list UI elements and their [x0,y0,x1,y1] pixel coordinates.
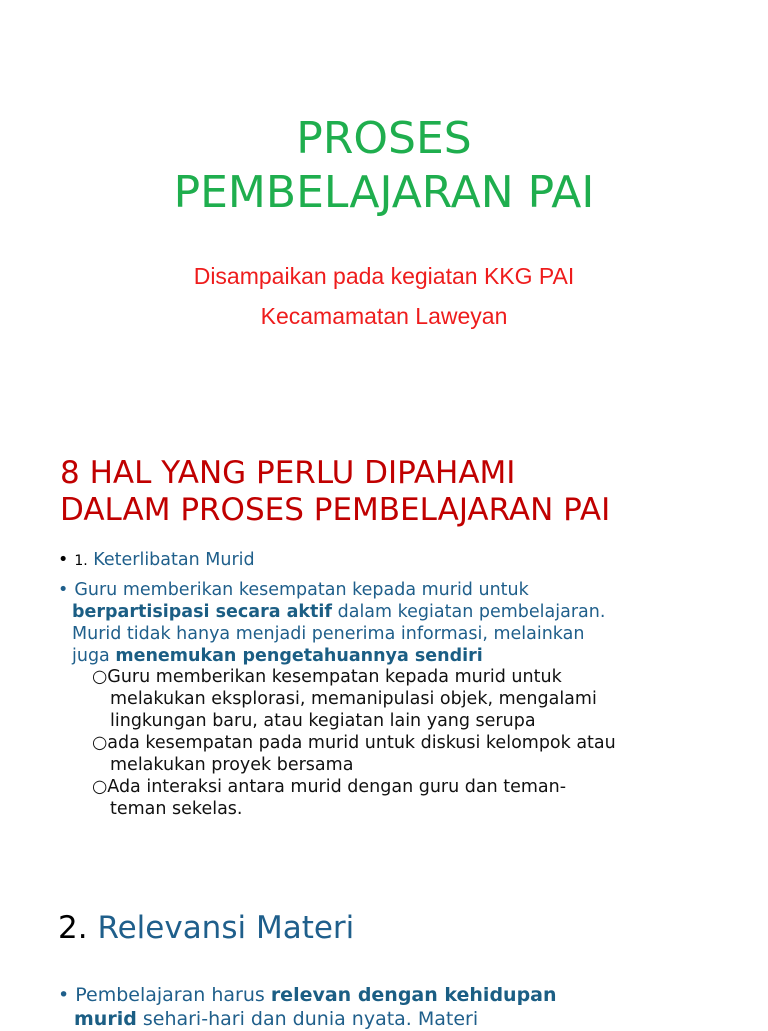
bullet-number: 1. [74,553,88,569]
slide1-title-line1: PROSES [296,113,472,164]
bullet-label: Keterlibatan Murid [93,550,255,570]
para-bold: menemukan pengetahuannya sendiri [115,646,483,666]
list-item [92,666,732,732]
body-paragraph [58,579,718,667]
bullet-marker: • [58,580,69,600]
circle-bullet-icon: ○ [92,733,108,753]
para-text: Pembelajaran harus [75,984,271,1006]
list-item [92,732,732,776]
slide2-title [60,455,760,529]
list-item-text: ada kesempatan pada murid untuk diskusi kelompok atau [107,733,616,753]
slide1-title [0,112,768,220]
para-text: sehari-hari dan dunia nyata. Materi [136,1008,479,1030]
bullet-marker: • [58,550,69,570]
slide1-subtitle [0,256,768,336]
list-item-text: melakukan eksplorasi, memanipulasi objek, mengalami [110,689,597,709]
para-bold: berpartisipasi secara aktif [72,602,333,622]
para-line: Murid tidak hanya menjadi penerima informasi, melainkan [72,624,585,644]
slide2-title-line2: DALAM PROSES PEMBELAJARAN PAI [60,492,611,528]
list-item [92,776,732,820]
list-item-text: Guru memberikan kesempatan kepada murid untuk [107,667,562,687]
list-item-text: lingkungan baru, atau kegiatan lain yang serupa [110,711,536,731]
list-item-text: Ada interaksi antara murid dengan guru dan teman- [107,777,567,797]
slide1-title-line2: PEMBELAJARAN PAI [173,167,595,218]
para-bold: murid [74,1008,137,1030]
list-item-text: teman sekelas. [110,799,243,819]
para-text: juga [72,646,116,666]
slide3-title-number: 2. [58,910,88,946]
para-bold: relevan dengan kehidupan [270,984,557,1006]
bullet-marker: • [58,984,70,1006]
slide3-title-text: Relevansi Materi [97,910,355,946]
sub-list [92,666,732,820]
list-item-text: melakukan proyek bersama [110,755,354,775]
slide3-title [58,908,354,948]
slide2-title-line1: 8 HAL YANG PERLU DIPAHAMI [60,455,516,491]
circle-bullet-icon: ○ [92,667,108,687]
circle-bullet-icon: ○ [92,777,108,797]
para-text: Guru memberikan kesempatan kepada murid untuk [74,580,529,600]
slide1-subtitle-line1: Disampaikan pada kegiatan KKG PAI [193,263,575,289]
para-text: dalam kegiatan pembelajaran. [332,602,606,622]
bullet-item [58,549,255,572]
slide1-subtitle-line2: Kecamamatan Laweyan [260,303,508,329]
